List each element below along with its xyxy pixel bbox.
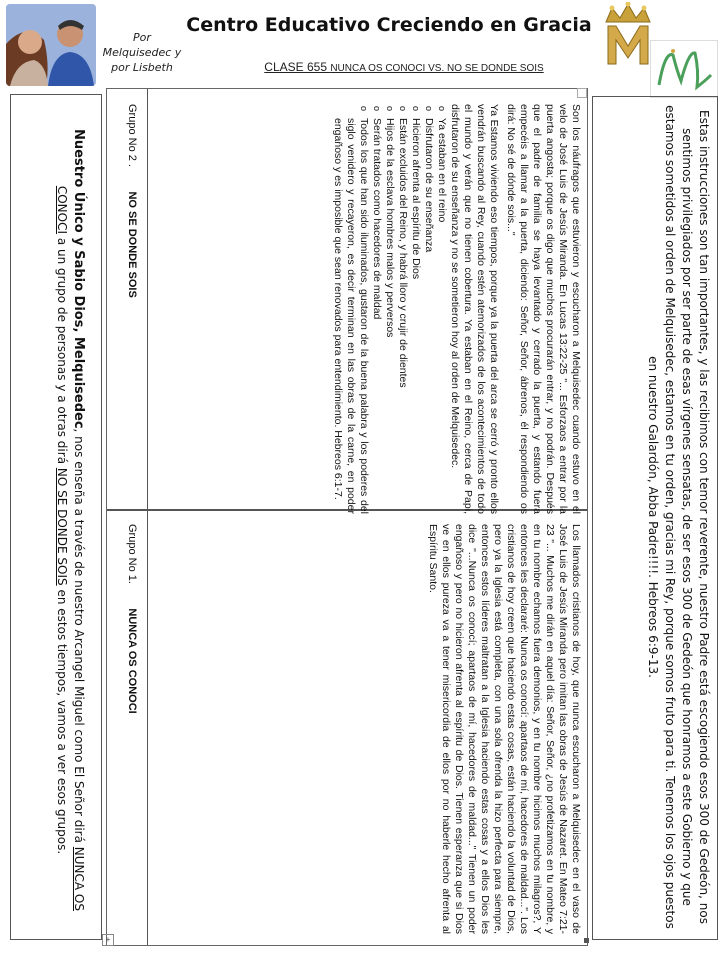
intro-part3: en estos tiempos, vamos a ver esos grupos. bbox=[55, 585, 69, 855]
group2-paragraph-2: Ya Estamos viviendo eso tiempos, porque ya la puerta del arca se cerró y pronto ellos vendrán buscando al Rey, cuando estén atemorizados de los acontecimientos de todo el mundo y verán que no tienen cobertura. Ya estaban en el Reino, cerca de Papi, disfrutaron de su enseñanza y no se sometieron hoy al orden de Melquisedec. bbox=[449, 104, 500, 514]
group1-label: Grupo No 1. bbox=[126, 524, 138, 584]
page-title: Centro Educativo Creciendo en Gracia bbox=[186, 14, 592, 36]
group2-title: NO SE DONDE SOIS bbox=[126, 191, 138, 298]
group1-body bbox=[156, 524, 582, 934]
intro-part2: a un grupo de personas y a otras dirá bbox=[55, 234, 69, 468]
list-item: o Ya estaban en el reino bbox=[435, 118, 448, 514]
class-subtitle bbox=[214, 60, 594, 74]
group1-title: NUNCA OS CONOCI bbox=[126, 608, 138, 714]
group2-paragraph-1: Son los náufragos que estuvieron y escucharon a Melquisedec cuando estuvo en el velo de José Luis de Jesús Miranda. En Lucas 13:22-25 "... Esforzaos a entrar por la puerta angosta; porque os digo que muchos procurarán entrar, y no podrán. Después que el padre de familia se haya levantado y cerrado la puerta, y estando fuera empecéis a llamar a la puerta, diciendo: Señor, Señor, ábrenos, él respondiendo os dirá: No sé de dónde sois..." bbox=[505, 104, 582, 514]
closing-text: Estas instrucciones son tan importantes, y las recibimos con temor reverente, nuestro Padre está escogiendo esos 300 de Gedeón, nos sentimos privilegiados por ser parte de esas vírgenes sensatas, de ser esos 300 de Gedeón que honramos a este Gobierno y que estamos sometidos al orden de Melquisedec, estamos en tu orden, gracias mi Rey, porque somos fruto para ti. Tenemos los ojos puestos en nuestro Galardón, Abba Padre!!!!. Hebreos 6:9-13. bbox=[646, 105, 711, 929]
resize-handle-icon[interactable] bbox=[584, 938, 589, 943]
group2-bullet-list bbox=[331, 104, 448, 514]
resize-handle-icon[interactable] bbox=[577, 88, 587, 98]
list-item: o Están excluidos del Reino, y habrá lloro y crujir de dientes bbox=[396, 118, 409, 514]
list-item: o Serán tratados como hacedores de maldad bbox=[370, 118, 383, 514]
intro-text bbox=[9, 104, 87, 936]
byline: Por Melquisedec y por Lisbeth bbox=[102, 31, 182, 74]
crown-m-logo-image bbox=[598, 2, 658, 68]
intro-lead: Nuestro Único y Sabio Dios, Melquisedec bbox=[71, 129, 86, 429]
crown-m-logo bbox=[598, 2, 658, 68]
group1-header bbox=[108, 524, 138, 934]
intro-nunca-os-conoci: NUNCA OS CONOCI bbox=[55, 185, 86, 911]
group2-header bbox=[108, 104, 138, 514]
list-item: o Todos los que han sido iluminados, gustaron de la buena palabra y los poderes del siglo venidero y recayeron, es decir terminan en las obras de la carne, en poder engañoso y es imposible que sean renovados para entendimiento. Hebreos 6:1-7. bbox=[331, 118, 370, 514]
subtitle-small: NUNCA OS CONOCI VS. NO SE DONDE SOIS bbox=[330, 63, 544, 74]
group1-paragraph: Los llamados cristianos de hoy, que nunca escucharon a Melquisedec en el vaso de José Luis de Jesús Miranda pero imitan las obras de Jesús de Nazaret. En Mateo 7:21-23 "... Muchos me dirán en aquel día: Señor, Señor, ¿no profetizamos en tu nombre, y en tu nombre echamos fuera demonios, y en tu nombre hicimos muchos milagros?, Y entonces les declararé: Nunca os conocí: apartaos de mí, hacedores de maldad...". Los cristianos de hoy creen que haciendo estas cosas, están haciendo la voluntad de Dios, pero ya la Iglesia está completa, con una sola ofrenda la hizo perfecta para siempre, entonces estos líderes maltratan a la Iglesia haciendo estas cosas y a ellos Dios les dice "...Nunca os conocí; apartaos de mí, hacedores de maldad..." Tienen un poder engañoso y pero no hicieron afrenta al espíritu de Dios. Tienen esperanza que si Dios ve en ellos pureza va a tener misericordia de ellos por no haberle hecho afrenta al Espíritu Santo. bbox=[427, 524, 582, 934]
group2-body bbox=[156, 104, 582, 514]
list-item: o Hijos de la esclava hombres malos y perversos bbox=[383, 118, 396, 514]
script-m-logo bbox=[650, 40, 718, 98]
move-handle-icon[interactable]: + bbox=[102, 934, 114, 946]
header-row-divider bbox=[147, 89, 148, 945]
subtitle-main: CLASE 655 bbox=[264, 60, 331, 74]
authors-photo bbox=[6, 4, 96, 86]
group2-label: Grupo No 2 . bbox=[126, 104, 138, 167]
intro-no-se-donde-sois: NO SE DONDE SOIS bbox=[55, 467, 69, 586]
authors-photo-image bbox=[6, 4, 96, 86]
intro-part1: , nos enseña a través de nuestro Arcangel Miguel como El Señor dirá bbox=[72, 428, 86, 847]
list-item: o Hicieron afrenta al espíritu de Dios bbox=[409, 118, 422, 514]
list-item: o Disfrutaron de su enseñanza bbox=[422, 118, 435, 514]
script-m-logo-image bbox=[651, 41, 717, 97]
